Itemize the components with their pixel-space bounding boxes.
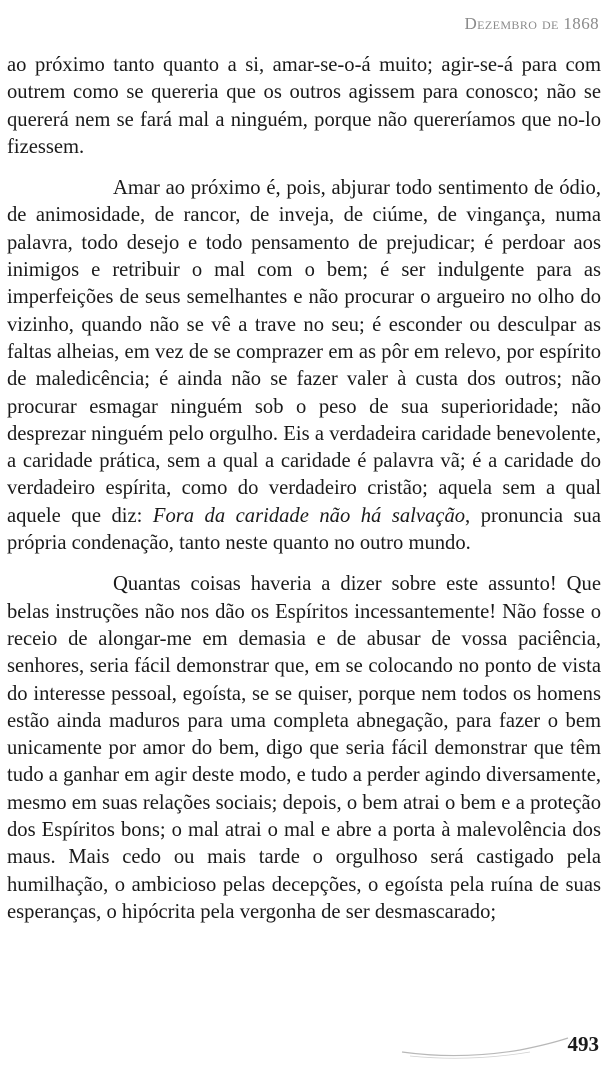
body-text — [7, 52, 601, 926]
paragraph — [7, 175, 601, 557]
running-head: Dezembro de 1868 — [464, 14, 599, 33]
page-number: 493 — [567, 1032, 599, 1056]
paragraph-text: Amar ao próximo é, pois, abjurar todo sentimento de ódio, de animosidade, de rancor, de inveja, de ciúme, de vingança, numa palavra, todo desejo e todo pensamento de prejudicar; é perdoar aos inimigos e retribuir o mal com o bem; é ser indulgente para as imperfeições de seus semelhantes e não procurar o argueiro no olho do vizinho, quando não se vê a trave no seu; é esconder ou desculpar as faltas alheias, em vez de se comprazer em as pôr em relevo, por espírito de maledicência; é ainda não se fazer valer à custa dos outros; não procurar esmagar ninguém sob o peso de sua superioridade; não desprezar ninguém pelo orgulho. Eis a verdadeira caridade benevolente, a caridade prática, sem a qual a caridade é palavra vã; é a caridade do verdadeiro espírita, como do verdadeiro cristão; aquela sem a qual aquele que diz: — [7, 177, 601, 527]
paragraph: Quantas coisas haveria a dizer sobre este assunto! Que belas instruções não nos dão os Espíritos incessantemente! Não fosse o receio de alongar-me em demasia e de abusar de vossa paciência, senhores, seria fácil demonstrar que, em se colocando no ponto de vista do interesse pessoal, egoísta, se se quiser, porque nem todos os homens estão ainda maduros para uma completa abnegação, para fazer o bem unicamente por amor do bem, digo que seria fácil demonstrar que têm tudo a ganhar em agir deste modo, e tudo a perder agindo diversamente, mesmo em suas relações sociais; depois, o bem atrai o bem e a proteção dos Espíritos bons; o mal atrai o mal e abre a porta à malevolência dos maus. Mais cedo ou mais tarde o orgulhoso será castigado pela humilhação, o ambicioso pelas decepções, o egoísta pela ruína de suas esperanças, o hipócrita pela vergonha de ser desmascarado; — [7, 573, 601, 923]
footer-flourish — [400, 1030, 570, 1060]
paragraph-text: , pronuncia sua própria condenação, tanto neste quanto no outro mundo. — [7, 504, 601, 555]
paragraph-continued: ao próximo tanto quanto a si, amar-se-o-á muito; agir-se-á para com outrem como se quereria que os outros agissem para conosco; não se quererá nem se fará mal a ninguém, porque não quereríamos que no-lo fizessem. — [7, 54, 601, 158]
italic-quote: Fora da caridade não há salvação — [152, 504, 466, 527]
